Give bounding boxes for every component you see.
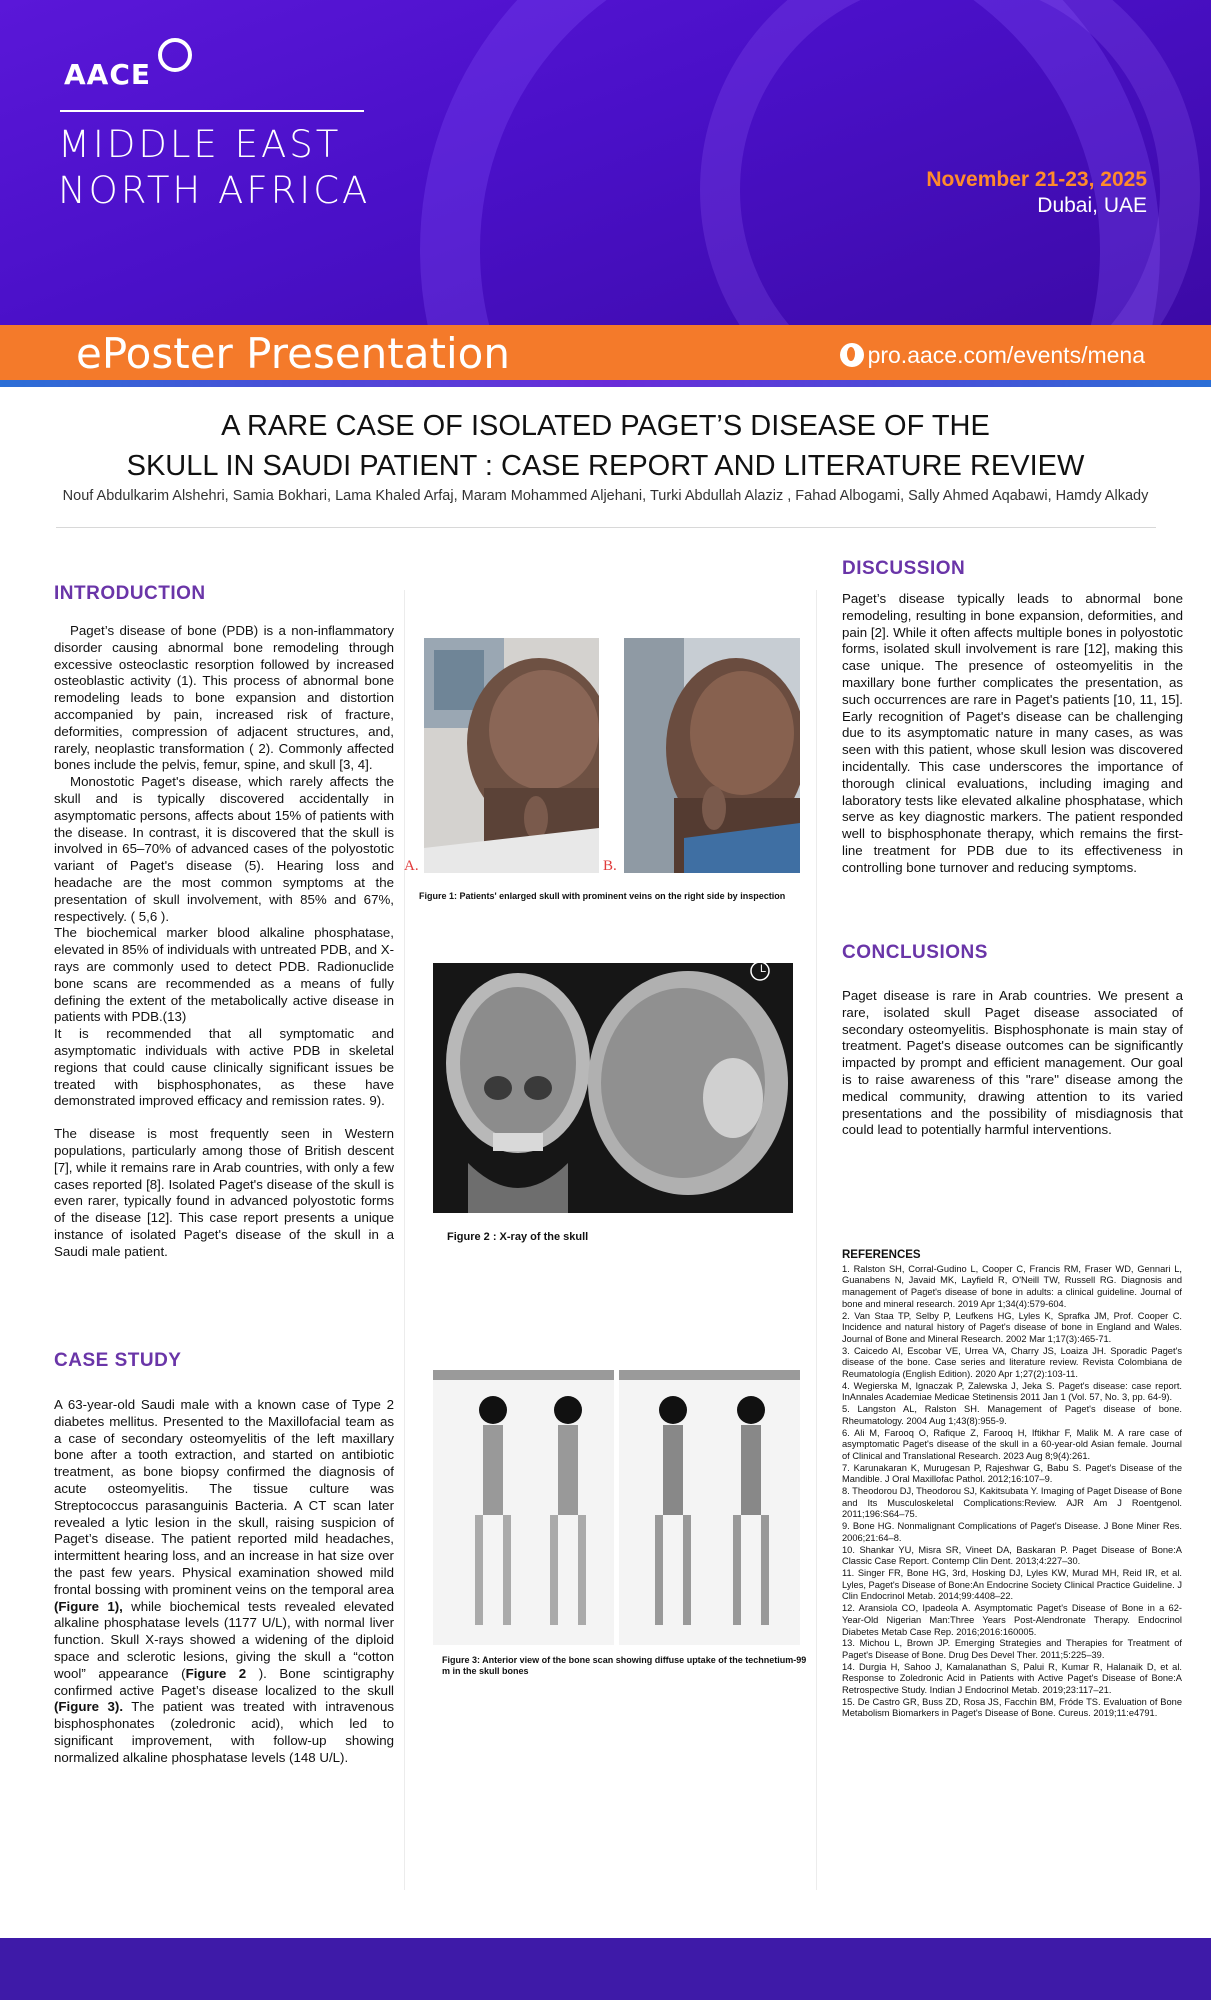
reference-item: 12. Aransiola CO, Ipadeola A. Asymptomatic Paget's Disease of Bone in a 62-Year-Old Nigerian Man:Three Years Post-Alendronate Therapy. Endocrinol Diabetes Metab Case Rep. 2016;2016:160005. — [842, 1603, 1182, 1637]
conclusions-heading: CONCLUSIONS — [842, 942, 988, 963]
references-list — [842, 1264, 1182, 1720]
figure-2-reference: Figure 2 — [185, 1665, 247, 1681]
figure-1b-photo — [624, 638, 800, 873]
figure-1-reference: (Figure 1), — [54, 1598, 123, 1614]
case-text: while biochemical tests revealed elevated alkaline phosphatase levels (1177 U/L), with normal liver function. Skull X-rays showed a widening of the diploid space and sclerotic lesions, giving the skull a “cotton wool” appearance ( — [54, 1598, 394, 1681]
reference-item: 11. Singer FR, Bone HG, 3rd, Hosking DJ, Lyles KW, Murad MH, Reid IR, et al. Lyles, Paget's Disease of Bone:An Endocrine Society Clinical Practice Guideline. J Clin Endocrinol Metab. 2014;99:4408–22. — [842, 1567, 1182, 1602]
reference-item: 8. Theodorou DJ, Theodorou SJ, Kakitsubata Y. Imaging of Paget Disease of Bone and Its Musculoskeletal Complications:Review. AJR Am J Roentgenol. 2011;196:S64–75. — [842, 1486, 1182, 1520]
figure-3-caption: Figure 3: Anterior view of the bone scan showing diffuse uptake of the technetium-99 m in the skull bones — [442, 1655, 807, 1676]
figure-1b-label: B. — [603, 858, 617, 874]
references-heading: REFERENCES — [842, 1249, 921, 1261]
banner-stripe — [0, 380, 1211, 387]
introduction-text — [54, 623, 394, 1260]
reference-item: 3. Caicedo AI, Escobar VE, Urrea VA, Charry JS, Loaiza JH. Sporadic Paget's disease of the bone. Case series and literature review. Revista Colombiana de Reumatología (English Edition). 2020 Apr 1;27(2):103-11. — [842, 1345, 1182, 1380]
case-text: The patient was treated with intravenous bisphosphonates (zoledronic acid), which led to significant improvement, with follow-up showing normalized alkaline phosphatase levels (148 U/L). — [54, 1699, 394, 1765]
figure-2-xray — [433, 963, 793, 1213]
decorative-ring — [700, 0, 1200, 325]
reference-item: 9. Bone HG. Nonmalignant Complications of Paget's Disease. J Bone Miner Res. 2006;21:64–8. — [842, 1521, 1182, 1543]
figure-1a-photo — [424, 638, 599, 873]
intro-paragraph: Paget’s disease of bone (PDB) is a non-inflammatory disorder causing abnormal bone remodeling through excessive osteoclastic resorption followed by increased osteoblastic activity (1). This process of abnormal bone remodeling leads to bone expansion and distortion accompanied by pain, increased risk of fracture, deformities, compression of adjacent structures, and, rarely, neoplastic transformation ( 2). Commonly affected bones include the pelvis, femur, spine, and skull [3, 4]. — [54, 623, 394, 773]
globe-icon — [840, 343, 864, 367]
column-divider — [816, 590, 817, 1890]
reference-item: 10. Shankar YU, Misra SR, Vineet DA, Baskaran P. Paget Disease of Bone:A Classic Case Report. Contemp Clin Dent. 2013;4:227–30. — [842, 1544, 1182, 1567]
reference-item: 13. Michou L, Brown JP. Emerging Strategies and Therapies for Treatment of Paget's Disease of Bone. Drug Des Devel Ther. 2011;5:225–39. — [842, 1638, 1182, 1660]
reference-item: 7. Karunakaran K, Murugesan P, Rajeshwar G, Babu S. Paget's Disease of the Mandible. J Oral Maxillofac Pathol. 2012;16:107–9. — [842, 1462, 1182, 1485]
case-text: ). Bone scintigraphy confirmed active Paget’s disease localized to the skull — [54, 1665, 394, 1698]
introduction-heading: INTRODUCTION — [54, 583, 206, 604]
references-section — [842, 1250, 1182, 1720]
region-name — [58, 122, 370, 214]
reference-item: 15. De Castro GR, Buss ZD, Rosa JS, Facchin BM, Fróde TS. Evaluation of Bone Metabolism Biomarkers in Paget's Disease of Bone. Cureus. 2019;11:e4791. — [842, 1696, 1182, 1719]
event-location: Dubai, UAE — [1037, 194, 1147, 217]
poster-title-line-2: SKULL IN SAUDI PATIENT : CASE REPORT AND LITERATURE REVIEW — [126, 450, 1085, 482]
xray-side-marker: L — [759, 963, 767, 975]
event-date: November 21-23, 2025 — [926, 168, 1147, 191]
conclusions-text: Paget disease is rare in Arab countries. We present a rare, isolated skull Paget disease associated of secondary osteomyelitis. Bisphosphonate is main stay of treatment. Paget's disease outcomes can be significantly impacted by prompt and efficient management. Our goal is to raise awareness of this "rare" disease among the medical community, drawing attention to its varied presentations and the possibility of misdiagnosis that could lead to potentially harmful interventions. — [842, 988, 1183, 1138]
intro-paragraph: The biochemical marker blood alkaline phosphatase, elevated in 85% of individuals with untreated PDB, and X-rays are commonly used to detect PDB. Radionuclide bone scans are recommended as a means of fully defining the extent of the metabolically active disease in patients with PDB.(13) — [54, 925, 395, 1025]
case-study-heading: CASE STUDY — [54, 1350, 182, 1371]
event-url-link[interactable]: pro.aace.com/events/mena — [867, 342, 1145, 368]
reference-item: 1. Ralston SH, Corral-Gudino L, Cooper C, Francis RM, Fraser WD, Gennari L, Guanabens N, Javaid MK, Layfield R, O'Neill TW, Russell RG. Diagnosis and management of Paget's disease of bone in adults: a clinical guideline. Journal of bone and mineral research. 2019 Apr 1;34(4):579-604. — [842, 1263, 1182, 1309]
intro-paragraph: It is recommended that all symptomatic and asymptomatic individuals with active PDB in skeletal regions that could cause clinically significant issues be treated with bisphosphonates, as these have demonstrated improved efficacy and remission rates. 9). — [54, 1026, 394, 1109]
column-divider — [404, 590, 405, 1890]
reference-item: 6. Ali M, Farooq O, Rafique Z, Farooq H, Iftikhar F, Malik M. A rare case of asymptomatic Paget's disease of the skull in a 60-year-old Asian female. Journal of Clinical and Translational Research. 2023 Aug 8;9(4):261. — [842, 1427, 1182, 1461]
reference-item: 4. Wegierska M, Ignaczak P, Zalewska J, Jeka S. Paget's disease: case report. InAnnales Academiae Medicae Stetinensis 2011 Jan 1 (Vol. 57, No. 3, pp. 64-9). — [842, 1380, 1182, 1403]
intro-paragraph: The disease is most frequently seen in Western populations, particularly among those of British descent [7], while it remains rare in Arab countries, with only a few cases reported [8]. Isolated Paget's disease of the skull is even rarer, typically found in advanced polyostotic forms of the disease [12]. This case report presents a unique instance of isolated Paget's disease of the skull in a Saudi male patient. — [54, 1126, 394, 1259]
aace-logo-mark-icon — [158, 38, 192, 72]
case-text: A 63-year-old Saudi male with a known case of Type 2 diabetes mellitus. Presented to the Maxillofacial team as a case of secondary osteomyelitis of the left maxillary bone after a tooth extraction, and started on antibiotic treatment, as bone biopsy confirmed the diagnosis of acute osteomyelitis. The tissue culture was Streptococcus parasanguinis Bacteria. A CT scan later revealed a lytic lesion in the skull, raising suspicion of Paget’s disease. The patient reported mild headaches, intermittent hearing loss, and an increase in hat size over the past few years. Physical examination showed mild frontal bossing with prominent veins on the temporal area — [54, 1397, 394, 1597]
case-study-text — [54, 1397, 394, 1767]
figure-3-reference: (Figure 3). — [54, 1699, 124, 1715]
figure-1-caption: Figure 1: Patients' enlarged skull with prominent veins on the right side by inspection — [419, 891, 786, 901]
reference-item: 2. Van Staa TP, Selby P, Leufkens HG, Lyles K, Sprafka JM, Prof. Cooper C. Incidence and natural history of Paget's disease of bone in England and Wales. Journal of Bone and Mineral Research. 2002 Mar 1;17(3):465-71. — [842, 1310, 1182, 1344]
region-line-1: MIDDLE EAST — [58, 123, 342, 166]
region-line-2: NORTH AFRICA — [58, 169, 371, 212]
footer-bar — [0, 1938, 1211, 2000]
banner-title: ePoster Presentation — [76, 329, 510, 378]
figure-2-caption: Figure 2 : X-ray of the skull — [447, 1231, 589, 1243]
poster-title-line-1: A RARE CASE OF ISOLATED PAGET’S DISEASE OF THE — [221, 410, 990, 442]
discussion-text: Paget’s disease typically leads to abnormal bone remodeling, resulting in bone expansion, deformities, and pain [2]. While it often affects multiple bones in polyostotic forms, isolated skull involvement is rare [12], making this case unique. The presence of osteomyelitis in the maxillary bone further complicates the presentation, as such occurrences are rare in Paget's patients [10, 11, 15]. Early recognition of Paget's disease can be challenging due to its asymptomatic nature in many cases, as was seen with this patient, whose skull lesion was discovered incidentally. This case underscores the importance of thorough clinical evaluations, including imaging and laboratory tests like elevated alkaline phosphatase, which serve as key diagnostic markers. The patient responded well to bisphosphonate therapy, which remains the first-line treatment for PDB due to its effectiveness in controlling bone turnover and reducing symptoms. — [842, 591, 1183, 875]
reference-item: 5. Langston AL, Ralston SH. Management of Paget's disease of bone. Rheumatology. 2004 Aug 1;43(8):955-9. — [842, 1404, 1182, 1426]
logo-divider — [60, 110, 364, 112]
figure-3-bone-scan — [433, 1370, 800, 1645]
discussion-heading: DISCUSSION — [842, 558, 966, 579]
title-divider — [56, 527, 1156, 528]
intro-paragraph: Monostotic Paget's disease, which rarely affects the skull and is typically discovered accidentally in asymptomatic persons, affects about 15% of patients with the disease. In contrast, it is discovered that the skull is involved in 65–70% of advanced cases of the polyostotic variant of Paget's disease (5). Hearing loss and headache are the most common symptoms at the presentation of skull involvement, with 85% and 67%, respectively. ( 5,6 ). — [54, 774, 394, 924]
author-list: Nouf Abdulkarim Alshehri, Samia Bokhari, Lama Khaled Arfaj, Maram Mohammed Aljehani, Turki Abdullah Alaziz , Fahad Albogami, Sally Ahmed Aqabawi, Hamdy Alkady — [62, 488, 1149, 504]
aace-logo: AACE — [64, 58, 152, 91]
reference-item: 14. Durgia H, Sahoo J, Kamalanathan S, Palui R, Kumar R, Halanaik D, et al. Response to Zoledronic Acid in Patients with Active Paget's Disease of Bone:A Retrospective Study. Indian J Endocrinol Metab. 2019;23:117–21. — [842, 1661, 1182, 1696]
figure-1a-label: A. — [404, 858, 419, 874]
